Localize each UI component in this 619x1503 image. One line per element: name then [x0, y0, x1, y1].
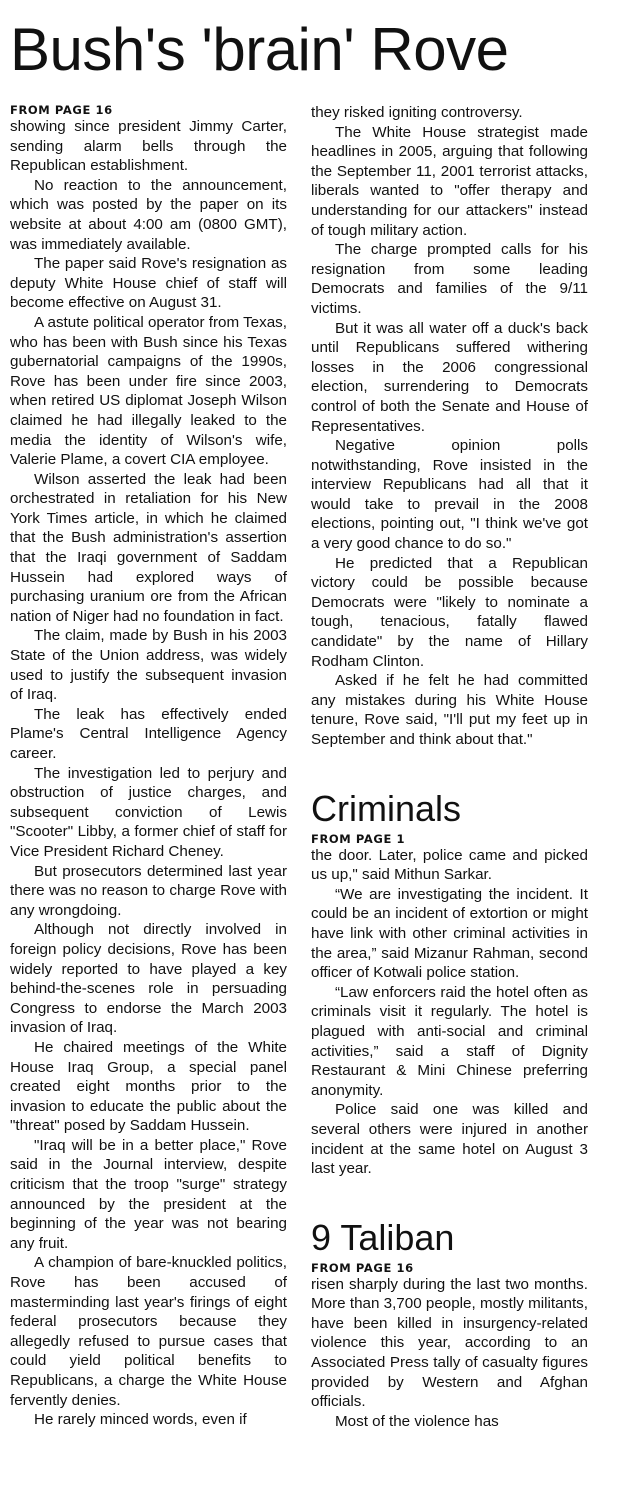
rove-continuation — [311, 103, 588, 750]
from-page-label-taliban: FROM PAGE 16 — [311, 1260, 414, 1275]
paragraph: The White House strategist made headlines in 2005, arguing that following the September 11, 2001 terrorist attacks, liberals wanted to "offer therapy and understanding for our attackers" instead of tough military action. — [311, 123, 588, 239]
paragraph: No reaction to the announcement, which was posted by the paper on its website at about 4:00 am (0800 GMT), was immediately available. — [10, 176, 287, 253]
paragraph: He chaired meetings of the White House Iraq Group, a special panel created eight months prior to the invasion to educate the public about the "threat" posed by Saddam Hussein. — [10, 1038, 287, 1135]
paragraph: A astute political operator from Texas, who has been with Bush since his Texas gubernatorial campaigns of the 1990s, Rove has been under fire since 2003, when retired US diplomat Joseph Wilson claimed he had illegally leaked to the media the identity of Wilson's wife, Valerie Plame, a covert CIA employee. — [10, 313, 287, 469]
article-headline-taliban: 9 Taliban — [311, 1216, 455, 1258]
paragraph: Police said one was killed and several others were injured in another incident at the same hotel on August 3 last year. — [311, 1101, 588, 1178]
paragraph: “We are investigating the incident. It could be an incident of extortion or might have link with other criminal activities in the area,” said Mizanur Rahman, second officer of Kotwali police station. — [311, 885, 588, 982]
column-left — [10, 103, 287, 1430]
paragraph: Asked if he felt he had committed any mistakes during his White House tenure, Rove said, "I'll put my feet up in September and think about that." — [311, 672, 588, 748]
paragraph: He rarely minced words, even if — [34, 1411, 247, 1429]
paragraph: “Law enforcers raid the hotel often as criminals visit it regularly. The hotel is plagued with anti-social and criminal activities,” said a staff of Dignity Restaurant & Mini Chinese preferring anonymity. — [311, 983, 588, 1099]
paragraph: The paper said Rove's resignation as deputy White House chief of staff will become effective on August 31. — [10, 255, 287, 312]
paragraph: The claim, made by Bush in his 2003 State of the Union address, was widely used to justify the subsequent invasion of Iraq. — [10, 627, 287, 704]
paragraph: they risked igniting controversy. — [311, 104, 523, 121]
paragraph: Wilson asserted the leak had been orchestrated in retaliation for his New York Times article, in which he claimed that the Bush administration's assertion that the Iraqi government of Saddam Hussein had explored ways of purchasing uranium ore from the African nation of Niger had no foundation in fact. — [10, 470, 287, 625]
paragraph: But it was all water off a duck's back until Republicans suffered withering losses in the 2006 congressional election, surrendering to Democrats control of both the Senate and House of Representatives. — [311, 319, 588, 435]
paragraph: The leak has effectively ended Plame's Central Intelligence Agency career. — [10, 705, 287, 762]
paragraph: Although not directly involved in foreign policy decisions, Rove has been widely reported to have played a key behind-the-scenes role in persuading Congress to endorse the March 2003 invasion of Iraq. — [10, 921, 287, 1037]
paragraph: the door. Later, police came and picked us up," said Mithun Sarkar. — [311, 846, 588, 884]
paragraph: Negative opinion polls notwithstanding, Rove insisted in the interview Republicans had all that it would take to prevail in the 2008 elections, pointing out, "I think we've got a very good chance to do so." — [311, 437, 588, 553]
paragraph: He predicted that a Republican victory could be possible because Democrats were "likely to nominate a tough, tenacious, fatally flawed candidate" by the name of Hillary Rodham Clinton. — [311, 554, 588, 670]
article-headline-criminals: Criminals — [311, 787, 462, 829]
article-9-taliban — [311, 1217, 588, 1432]
paragraph: The investigation led to perjury and obstruction of justice charges, and subsequent conviction of Lewis "Scooter" Libby, a former chief of staff for Vice President Richard Cheney. — [10, 764, 287, 860]
column-right — [311, 103, 588, 1431]
paragraph: "Iraq will be in a better place," Rove said in the Journal interview, despite criticism that the troop "surge" strategy announced by the president at the beginning of the year was not bearing any fruit. — [10, 1136, 287, 1252]
paragraph: showing since president Jimmy Carter, sending alarm bells through the Republican establishment. — [10, 118, 287, 175]
paragraph: risen sharply during the last two months. More than 3,700 people, mostly militants, have been killed in insurgency-related violence this year, according to an Associated Press tally of casualty figures provided by Western and Afghan officials. — [311, 1275, 588, 1411]
paragraph: Most of the violence has — [335, 1412, 499, 1430]
from-page-label-criminals: FROM PAGE 1 — [311, 831, 406, 846]
article-headline-rove: Bush's 'brain' Rove — [10, 16, 509, 83]
paragraph: A champion of bare-knuckled politics, Rove has been accused of masterminding last year's firings of eight federal prosecutors because they allegedly refused to pursue cases that could yield political benefits to Republicans, a charge the White House fervently denies. — [10, 1254, 287, 1409]
article-criminals — [311, 788, 588, 1179]
paragraph: But prosecutors determined last year there was no reason to charge Rove with any wrongdoing. — [10, 862, 287, 919]
paragraph: The charge prompted calls for his resignation from some leading Democrats and families of the 9/11 victims. — [311, 241, 588, 317]
from-page-label-rove: FROM PAGE 16 — [10, 103, 113, 117]
